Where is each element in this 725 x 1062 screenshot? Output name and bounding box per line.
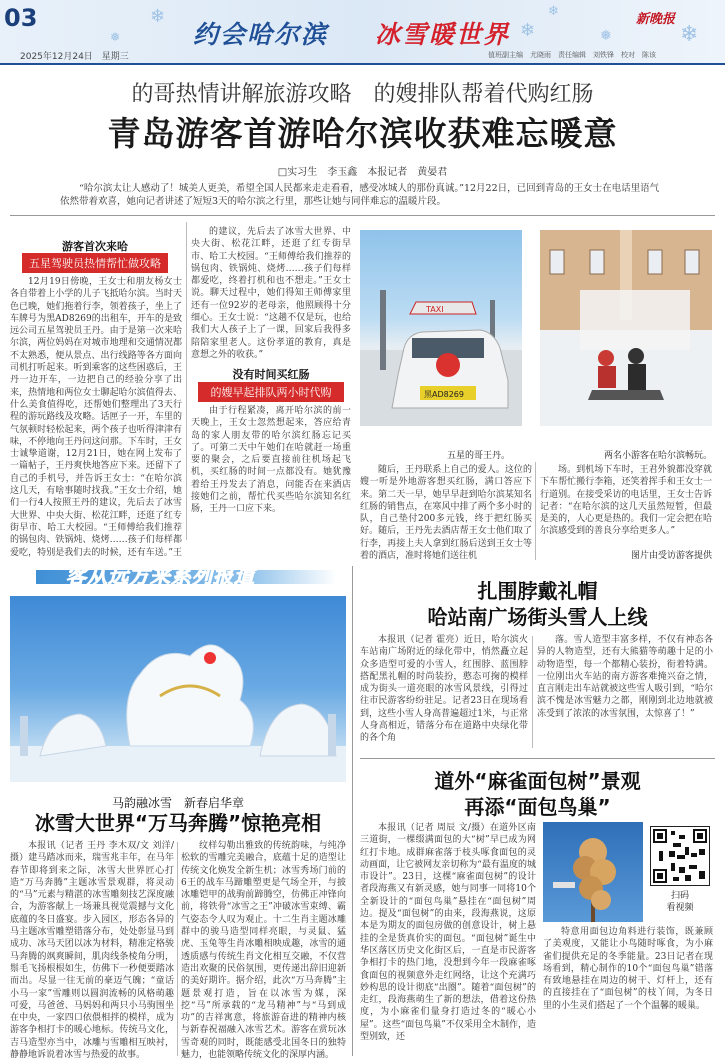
editor-credits: 值班副主编 尤晓雨 责任编辑 刘铁锋 校对 陈该 xyxy=(488,51,656,59)
story-headline: 扎围脖戴礼帽 哈站南广场街头雪人上线 xyxy=(427,579,648,629)
article-column: 场。到机场下车时，王君外貌都没穿就下车帮忙搬行李箱，还笑着挥手和王女士一行道别。在接受采访的电话里，王女士告诉记者：“在哈尔滨的这几天虽然短暂，但最是美的，人心更是热的。我们一定会把在哈尔滨感受到的善良分享给更多人。” xyxy=(540,465,712,537)
article-column: 12月19日傍晚，王女士和朋友杨女士各自带着上小学的儿子飞抵哈尔滨。当时天色已晚，她们拖着行李，领着孩子，坐上了车牌号为黑AD8269的出租车，开车的是致远公司五星驾驶员王丹。由于是第一次来哈尔滨，两位妈妈在对城市地理和交通情况都不太熟悉，便从景点、出行线路等各方面向司机打听起来。听到乘客的这些困惑后，王丹一边开车，一边把自己的经验分享了出来，热情地和两位女士聊起哈尔滨值得去、什么美食值得吃，还帮她们整理出了3天行程的游玩路线及攻略。话匣子一开，车里的气氛顿时轻松起来，两个孩子也听得津津有味，不停地向王丹问这问那。下车时，王女士诚挚道谢，12月21日，她在网上发布了一篇帖子，王丹爽快地答应下来。还留下了自己的手机号，并告诉王女士：“在哈尔滨这几天，有啥事随时找我。”王女士介绍，她们一行4人按照王丹的建议，先后去了冰雪大世界、中央大街、松花江畔，还逛了红专街早市、哈工大校园。“王师傅给我们推荐的锅包肉、铁锅炖、烧烤……孩子们每样都爱吃，特别是我们去的时候，还有车送。”王 xyxy=(10,277,182,558)
qr-label: 扫码 看视频 xyxy=(666,891,694,913)
section-title: 没有时间买红肠 xyxy=(232,368,310,381)
photo-caption: 五星的哥王丹。 xyxy=(446,451,510,461)
snowflake-icon: ❄ xyxy=(548,4,559,19)
divider xyxy=(352,566,353,1056)
snowflake-icon: ❄ xyxy=(150,6,166,27)
page-number: 03 xyxy=(4,4,38,32)
series-banner xyxy=(10,558,346,594)
lead-paragraph: “哈尔滨太让人感动了！城美人更美，希望全国人民都来走走看看，感受冰城人的那份真诚。”12月22日，已回到青岛的王女士在电话里语气依然带着欢喜，她向记者讲述了短短3天的哈尔滨之行里，那些让她与同伴难忘的温暖片段。 xyxy=(60,183,660,207)
byline: □实习生 李玉鑫 本报记者 黄晏君 xyxy=(277,167,448,178)
article-column: 本报讯（记者 王丹 李木双/文 刘洋/摄）建马踏冰而来，瑞雪兆丰年，在马年春节即将到来之际，冰雪大世界匠心打造“万马奔腾”主题冰雪景观群，将灵动的“马”元素与精湛的冰雪雕刻技艺深度融合，为游客献上一场兼具视觉震撼与文化底蕴的冬日盛宴。步入园区，形态各异的马主题冰雪雕塑错落分布，处处彰显马到成功、冰马天团以冰为材料，精准定格骏马奔腾的飒爽瞬间，肌肉线条棱角分明，鬃毛飞扬根根如生，仿佛下一秒便要踏冰而出。尽显一往无前的豪迈气魄；“童话小马一家”雪雕则以圆润流畅的风格萌趣可爱，马爸爸、马妈妈和两只小马驹围坐在中央，一家四口依偎相拌的模样，成为游客争相打卡的暖心地标。传统马文化，吉马造型亦当中，冰雕与雪雕相互映衬，静静地诉说着冰雪与热爱的故事。 xyxy=(10,841,174,1061)
article-column: 特意用面包边角料进行装饰，既兼顾了美观度，又能让小鸟随时啄食，为小麻雀们提供充足的冬季能量。23日记者在现场看到，精心制作的10个“面包鸟巢”错落有致地悬挂在周边的树干、灯杆上，还有的直接挂在了“面包树”的枝丫间，为冬日里的小生灵们搭起了一个个温馨的暖巢。 xyxy=(543,927,713,1011)
article-column: 落。雪人造型丰富多样，不仅有神态各异的人物造型，还有大熊猫等萌趣十足的小动物造型，每一个都精心装扮，衔着特满。一位刚出火车站的南方游客难掩兴奋之情，直言刚走出车站就被这些雪人吸引到，“哈尔滨不愧是冰雪魅力之都，刚刚到北边地就被冻受到了浓浓的冰雪氛围，太惊喜了！” xyxy=(537,635,713,719)
snowflake-icon: ❅ xyxy=(600,28,612,44)
subheadline: 的哥热情讲解旅游攻略 的嫂排队帮着代购红肠 xyxy=(131,82,594,107)
article-column: 随后，王丹联系上自己的爱人。这位的嫂一听是外地游客想买红肠，满口答应下来。第二天一早，她早早赶到哈尔滨某知名红肠的销售点，在寒风中排了两个多小时的队，自己垫付200多元钱，终于把红肠买好。随后，王丹先去酒店帮王女士他们取了行李，再接上夫人拿到红肠后送到王女士等着的酒店，准时将她们送往机 xyxy=(360,465,532,562)
header-rule xyxy=(0,63,725,65)
bread-tree-photo xyxy=(543,822,643,922)
article-column: 本报讯（记者 周辰 文/摄）在道外区南三道街，一棵缀满面包的大“树”早已成为网红打卡地。成群麻雀落于枝头啄食面包的灵动画面，让它被网友亲切称为“最有温度的城市设计”。23日，这棵“麻雀面包树”的设计者段海燕又有新灵感，她与同事一同将10个全新设计的“面包鸟巢”悬挂在“面包树”周边。提及“面包树”的由来，段海燕说，这原本是为期友的面包房做的创意设计，树上悬挂的全是货真价实的面包。“面包树”诞生中华区落区历史文化街区后，一直是市民游客争相打卡的热门地，没想到今年一段麻雀啄食面包的视频意外走红网络，让这个充满巧妙构思的设计彻底“出圈”。随着“面包树”的走红，段海燕萌生了新的想法，借着这份热度，为小麻雀们量身打造过冬的“暖心小屋”。这些“面包鸟巢”不仅采用全木制作，造型别致，还 xyxy=(360,823,536,1043)
divider xyxy=(177,842,178,1056)
article-column: 的建议，先后去了冰雪大世界、中央大街、松花江畔，还逛了红专街早市、哈工大校园。“王师傅给我们推荐的锅包肉、铁锅炖、烧烤……孩子们每样都爱吃，终着打机和也不想走。”王女士说。聊天过程中，她们得知王师傅家里还有一位92岁的老母亲，他照顾得十分细心。王女士说：“这趟不仅是玩，也给我们大人孩子上了一课，回家后我得多陪陪家里老人。这份孝道的教育，真是意想之外的收获。” xyxy=(191,227,351,360)
snowflake-icon: ❄ xyxy=(520,20,536,41)
section-title: 游客首次来哈 xyxy=(62,240,128,253)
qr-code[interactable] xyxy=(650,826,710,886)
slogan-left: 约会哈尔滨 xyxy=(193,20,329,49)
divider xyxy=(360,758,715,759)
snowflake-icon: ❅ xyxy=(110,30,121,44)
dateline: 2025年12月24日 星期三 xyxy=(20,52,129,62)
slogan-right: 冰雪暖世界 xyxy=(375,20,511,49)
article-column: 本报讯（记者 霍亮）近日，哈尔滨火车站南广场附近的绿化带中，悄然矗立起众多造型可爱的小雪人，红围脖、蓝围脖搭配黑礼帽的时尚装扮，憨态可掬的模样成为街头一道亮眼的冰雪风景线，引得过往市民游客纷纷驻足。记者23日在现场看到，这些小雪人身高普遍超过1米，与正常人身高相近，错落分布在道路中央绿化带的各个角 xyxy=(360,635,528,744)
horse-sculpture-photo xyxy=(10,596,346,782)
story-headline: 道外“麻雀面包树”景观 再添“面包鸟巢” xyxy=(434,769,641,819)
snowflake-icon: ❄ xyxy=(680,22,699,47)
headline: 青岛游客首游哈尔滨收获难忘暖意 xyxy=(107,114,618,153)
svg-text:黑AD8269: 黑AD8269 xyxy=(424,390,464,399)
kids-photo xyxy=(540,230,712,426)
kicker: 马韵融冰雪 新春启华章 xyxy=(111,796,244,810)
story-headline: 冰雪大世界“万马奔腾”惊艳亮相 xyxy=(34,811,322,835)
section-tag: 五星驾驶员热情帮忙做攻略 xyxy=(22,253,168,273)
banner-title: 客从远方来系列报道 xyxy=(66,564,255,588)
paper-logo: 新晚报 xyxy=(636,12,676,27)
article-column: 由于行程紧凑，离开哈尔滨的前一天晚上，王女士忽然想起来，答应给青岛的家人朋友带的哈尔滨红肠忘记买了。可第二天中午她们在哈就赶一场重要的聚会，之后要直接前往机场起飞机，买红肠的时间一点都没有。她犹豫着给王丹发去了消息，问能否在来酒店接她们之前，帮忙代买些哈尔滨知名红肠，王丹一口应下来。 xyxy=(191,406,351,515)
photo-caption: 两名小游客在哈尔滨畅玩。 xyxy=(603,451,712,461)
divider xyxy=(186,222,187,540)
article-column: 纹样勾勒出雅致的传统韵味，与纯净松软的雪雕完美融合，底蕴十足的造型让传统文化焕发全新生机；冰雪秀场门前的6王的战车马蹄雕塑更是气场全开，与披冰雕铠甲的战驹前蹄腾空，仿佛正冲锋向前，将铁骨“冰雪之王”冲破冰雪束缚、霸气姿态令人叹为观止。十二生肖主题冰雕群中的骏马造型同样亮眼，与灵鼠、猛虎、玉兔等生肖冰雕相映成趣，冰雪的通透质感与传统生肖文化相互交融，不仅营造出欢聚的民俗氛围，更传递出辞旧迎新的美好期许。据介绍，此次“万马奔腾”主题景观打造，旨在以冰雪为媒，深挖“马”所承载的“龙马精神”与“马到成功”的吉祥寓意，将旅游奋进的精神内核与新春祝福融入冰雪艺术。游客在赏玩冰雪奇观的同时，既能感受北国冬日的独特魅力，也能领略传统文化的深厚内涵。 xyxy=(181,841,346,1061)
divider xyxy=(532,636,533,748)
driver-photo xyxy=(360,230,522,426)
divider xyxy=(535,462,536,560)
divider xyxy=(10,215,715,216)
photo-credit: 图片由受访游客提供 xyxy=(630,551,712,561)
section-tag: 的嫂早起排队两小时代购 xyxy=(198,382,344,402)
svg-text:TAXI: TAXI xyxy=(426,305,444,314)
